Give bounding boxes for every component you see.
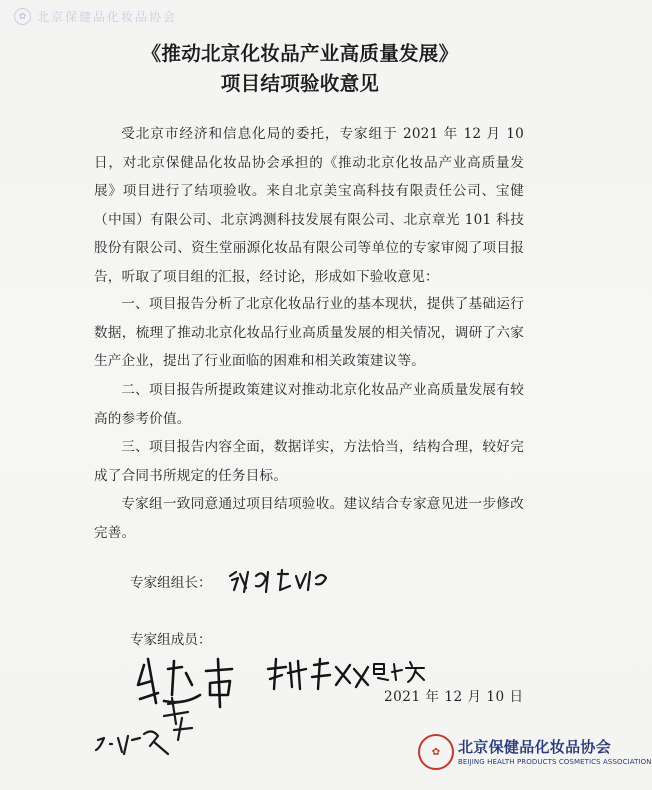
signing-date: 2021 年 12 月 10 日: [384, 689, 524, 705]
leader-label: 专家组组长：: [130, 575, 212, 591]
paragraph-opinion-3: 三、项目报告内容全面，数据详实，方法恰当，结构合理，较好完成了合同书所规定的任务目标。: [94, 439, 524, 484]
paragraph-conclusion: 专家组一致同意通过项目结项验收。建议结合专家意见进一步修改完善。: [94, 496, 524, 541]
paragraph-intro: 受北京市经济和信息化局的委托，专家组于 2021 年 12 月 10 日，对北京保健品化妆品协会承担的《推动北京化妆品产业高质量发展》项目进行了结项验收。来自北京美宝高科技有限责任公司、宝健（中国）有限公司、北京鸿测科技发展有限公司、北京章光 101 科技股份有限公司、资生堂丽源化妆品有限公司等单位的专家审阅了项目报告，听取了项目组的汇报，经讨论，形成如下验收意见：: [94, 126, 524, 285]
association-logo-icon: ✿: [14, 8, 31, 25]
footer-org-name-en: BEIJING HEALTH PRODUCTS COSMETICS ASSOCIATION: [458, 758, 652, 766]
member-signature-2: [264, 655, 374, 695]
member-signature-3: [370, 658, 430, 684]
association-seal-icon: ✿: [418, 734, 454, 770]
members-label: 专家组成员：: [130, 632, 212, 648]
letterhead: [14, 8, 177, 25]
member-signature-4: [92, 694, 212, 764]
document-subtitle: 项目结项验收意见: [220, 72, 380, 95]
document-title: 《推动北京化妆品产业高质量发展》: [141, 42, 459, 65]
leader-signature: [226, 566, 330, 596]
paragraph-opinion-2: 二、项目报告所提政策建议对推动北京化妆品产业高质量发展有较高的参考价值。: [94, 382, 524, 427]
letterhead-text: 北京保健品化妆品协会: [37, 10, 178, 24]
footer-org-name: 北京保健品化妆品协会: [458, 738, 612, 756]
paragraph-opinion-1: 一、项目报告分析了北京化妆品行业的基本现状，提供了基础运行数据，梳理了推动北京化妆品行业高质量发展的相关情况，调研了六家生产企业，提出了行业面临的困难和相关政策建议等。: [94, 296, 524, 369]
